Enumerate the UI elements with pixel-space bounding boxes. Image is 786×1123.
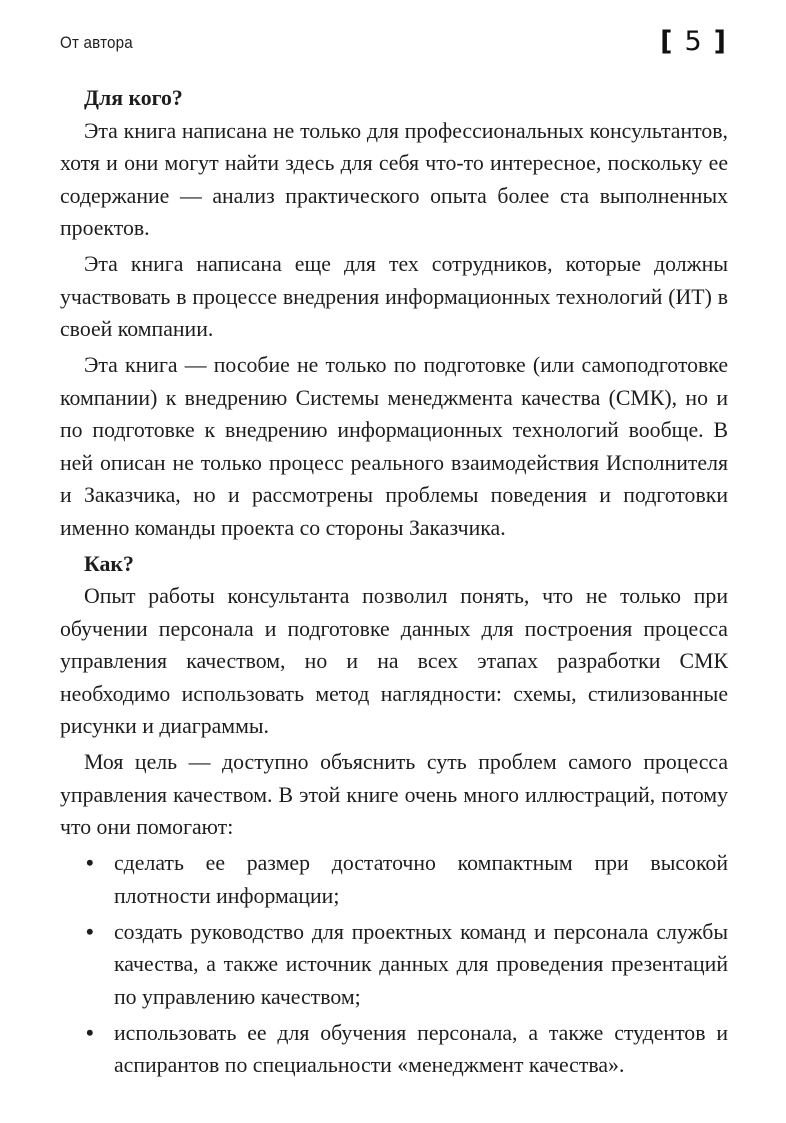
list-item <box>60 1017 728 1082</box>
section-heading-how: Как? <box>84 551 134 576</box>
list-item-text: создать руководство для проектных команд и персонала службы качества, а также источник данных для проведения презентаций по управлению качеством; <box>114 919 728 1009</box>
list-item <box>60 847 728 912</box>
page-number-bracket-close: ] <box>713 26 728 57</box>
page-header <box>60 22 728 66</box>
bullet-list <box>60 847 728 1082</box>
paragraph: Эта книга — пособие не только по подготовке (или самоподготовке компании) к внедрению Системы менеджмента качества (СМК), но и по подготовке к внедрению информационных технологий вообще. В ней описан не только процесс реального взаимодействия Исполнителя и Заказчика, но и рассмотрены проблемы поведения и подготовки именно команды проекта со стороны Заказчика. <box>60 353 728 540</box>
bullet-icon: • <box>86 851 94 875</box>
list-item-text: использовать ее для обучения персонала, а также студентов и аспирантов по специальности «менеджмент качества». <box>114 1020 728 1077</box>
page-number-bracket-open: [ <box>660 26 675 57</box>
bullet-icon: • <box>86 919 94 944</box>
bullet-icon: • <box>86 1020 94 1045</box>
list-item <box>60 916 728 1014</box>
paragraph: Эта книга написана не только для профессиональных консультантов, хотя и они могут найти здесь для себя что-то интересное, поскольку ее содержание — анализ практического опыта более ста выполненных проектов. <box>60 118 728 240</box>
paragraph: Эта книга написана еще для тех сотрудников, которые должны участвовать в процессе внедрения информационных технологий (ИТ) в своей компании. <box>60 252 728 341</box>
running-head: От автора <box>60 34 133 52</box>
page-number-value: 5 <box>684 26 704 57</box>
list-item-text: сделать ее размер достаточно компактным при высокой плотности информации; <box>114 851 728 908</box>
paragraph: Моя цель — доступно объяснить суть проблем самого процесса управления качеством. В этой книге очень много иллюстраций, потому что они помогают: <box>60 750 728 839</box>
paragraph: Опыт работы консультанта позволил понять, что не только при обучении персонала и подготовке данных для построения процесса управления качеством, но и на всех этапах разработки СМК необходимо использовать метод наглядности: схемы, стилизованные рисунки и диаграммы. <box>60 584 728 738</box>
page-body <box>60 82 728 1085</box>
page-number <box>660 22 728 62</box>
section-heading-for-whom: Для кого? <box>84 86 183 110</box>
